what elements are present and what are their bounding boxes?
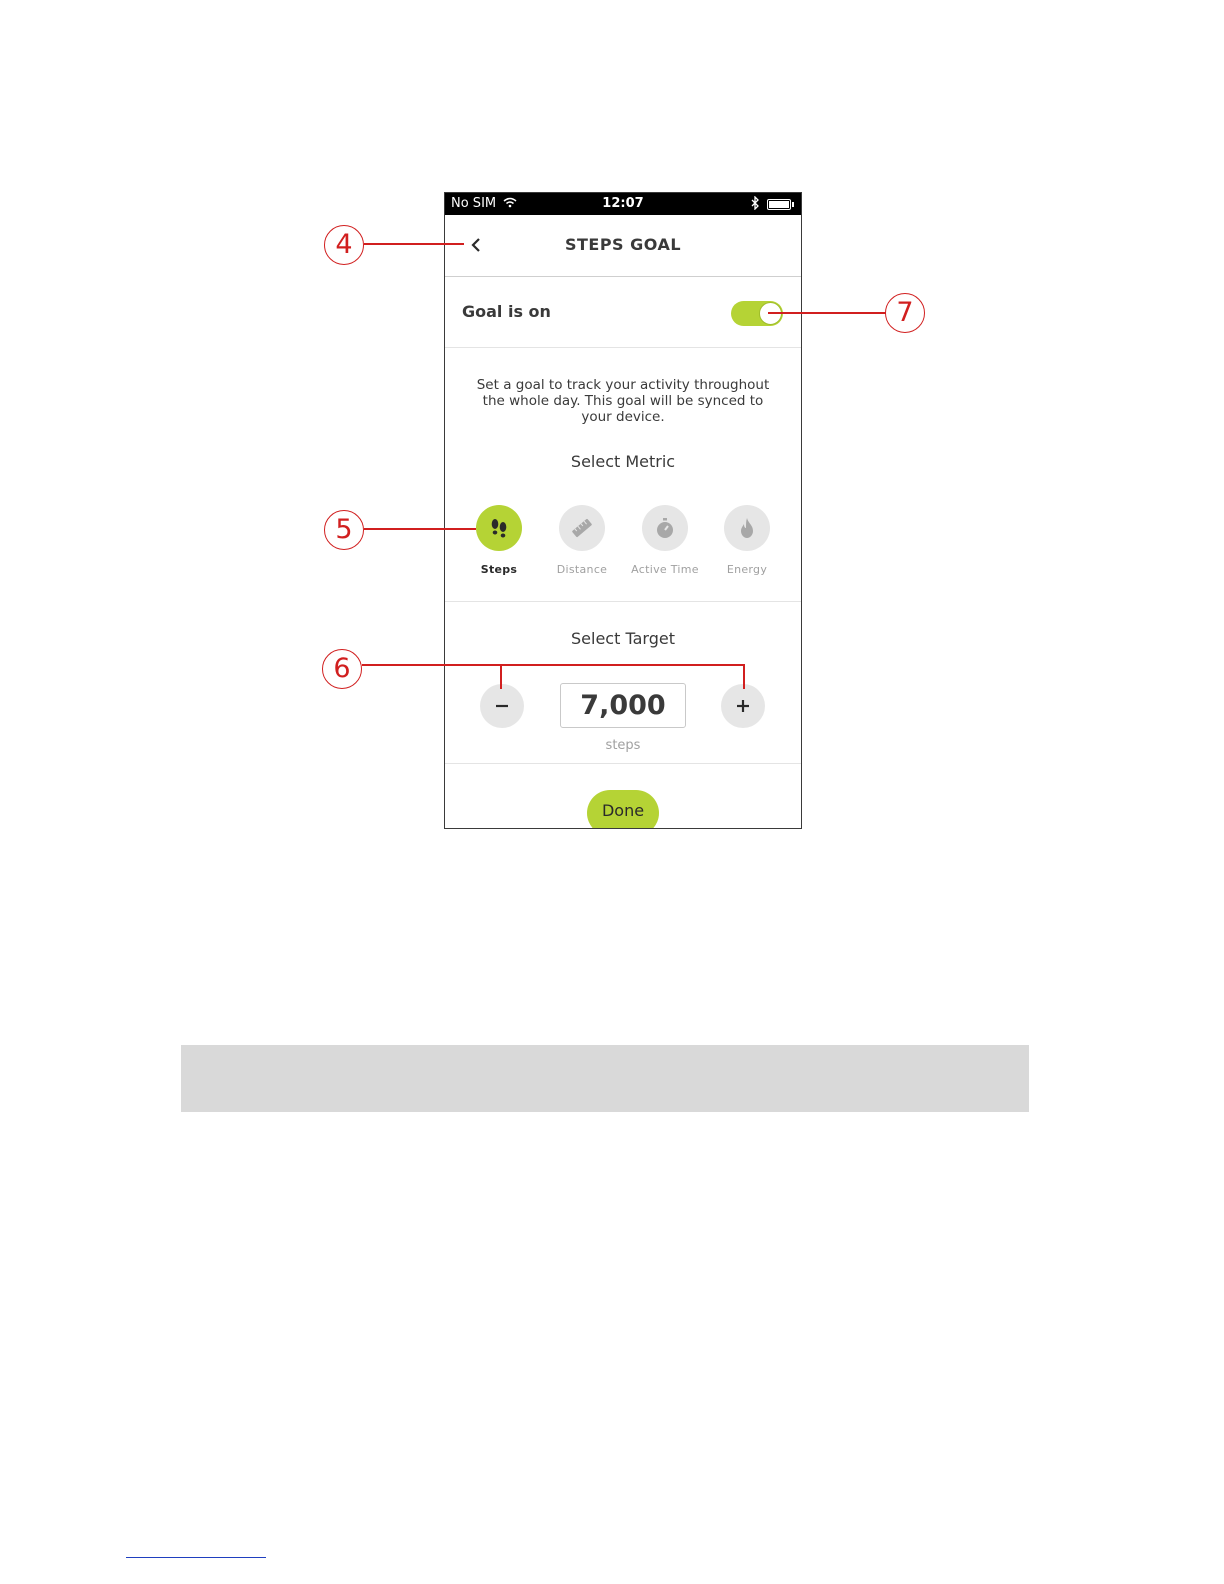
callout-6: 6: [322, 649, 362, 689]
callout-leader-line: [362, 664, 745, 666]
phone-screen: [444, 192, 802, 829]
bluetooth-icon: [751, 196, 760, 214]
minus-icon: [494, 698, 510, 714]
increment-button[interactable]: [721, 684, 765, 728]
status-bar: [445, 193, 801, 215]
stopwatch-icon: [653, 516, 677, 540]
battery-icon: [767, 199, 791, 210]
divider: [445, 601, 801, 602]
target-unit: steps: [605, 738, 641, 753]
metric-label: Distance: [556, 563, 608, 576]
callout-leader-line: [743, 664, 745, 689]
decrement-button[interactable]: [480, 684, 524, 728]
callout-7: 7: [885, 293, 925, 333]
metric-energy[interactable]: [702, 505, 792, 576]
goal-toggle[interactable]: [731, 301, 783, 326]
callout-leader-line: [768, 312, 886, 314]
callout-leader-line: [500, 664, 502, 689]
nav-bar: [445, 215, 801, 277]
target-value[interactable]: 7,000: [560, 683, 686, 728]
metric-label: Steps: [480, 563, 518, 576]
metric-label: Active Time: [631, 563, 699, 576]
callout-5: 5: [324, 510, 364, 550]
page-title: STEPS GOAL: [564, 235, 682, 254]
goal-toggle-row: [445, 277, 801, 348]
callout-leader-line: [364, 528, 476, 530]
gray-band: [181, 1045, 1029, 1112]
callout-leader-line: [364, 243, 464, 245]
metric-steps[interactable]: [454, 505, 544, 576]
footprints-icon: [487, 516, 511, 540]
ruler-icon: [570, 516, 594, 540]
toggle-knob: [759, 302, 782, 325]
select-target-heading: Select Target: [571, 629, 675, 648]
metric-distance[interactable]: [537, 505, 627, 576]
carrier-label: No SIM: [451, 196, 497, 211]
goal-description: Set a goal to track your activity throughout the whole day. This goal will be synced to your device.: [476, 377, 770, 425]
divider: [445, 763, 801, 764]
clock: 12:07: [602, 196, 644, 211]
callout-4: 4: [324, 225, 364, 265]
flame-icon: [735, 516, 759, 540]
done-button[interactable]: Done: [587, 790, 659, 829]
goal-toggle-label: Goal is on: [462, 302, 551, 321]
select-metric-heading: Select Metric: [570, 452, 676, 471]
metric-label: Energy: [726, 563, 768, 576]
metric-active-time[interactable]: [620, 505, 710, 576]
plus-icon: [735, 698, 751, 714]
footnote-rule: [126, 1557, 266, 1558]
